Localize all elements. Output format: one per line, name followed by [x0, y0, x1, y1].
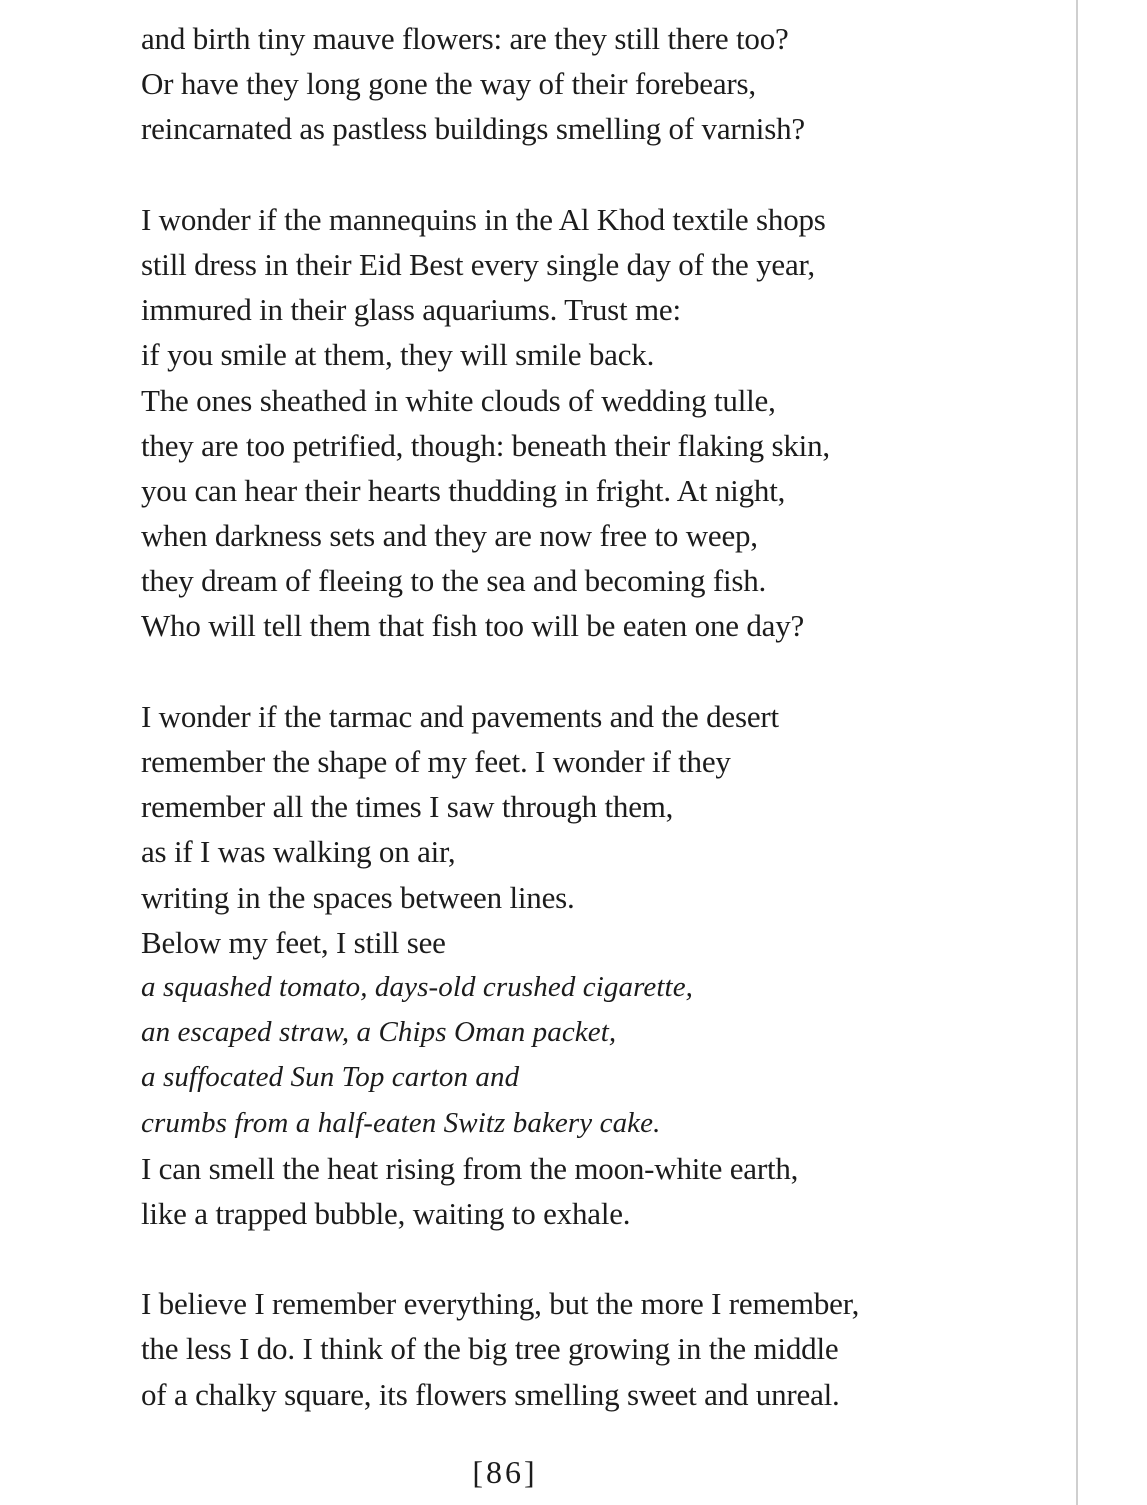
poem-line: reincarnated as pastless buildings smelling of varnish?	[141, 111, 805, 147]
poem-line: I wonder if the tarmac and pavements and the desert	[141, 698, 779, 734]
poem-line: immured in their glass aquariums. Trust me:	[141, 292, 681, 328]
poem-line: like a trapped bubble, waiting to exhale.	[141, 1195, 631, 1231]
poem-line: remember all the times I saw through them,	[141, 789, 674, 825]
page-edge-divider	[1076, 0, 1078, 1505]
poem-line: a squashed tomato, days-old crushed cigarette,	[141, 970, 694, 1003]
poem-line: as if I was walking on air,	[141, 834, 456, 870]
poem-line: crumbs from a half-eaten Switz bakery cake.	[141, 1106, 661, 1139]
poem-line: Or have they long gone the way of their forebears,	[141, 66, 756, 102]
poem-line: they are too petrified, though: beneath their flaking skin,	[141, 427, 830, 463]
poem-stanza	[141, 694, 1041, 1236]
poem-stanza	[141, 16, 1041, 152]
poem-line: The ones sheathed in white clouds of wedding tulle,	[141, 382, 776, 418]
poem-body	[141, 16, 1041, 1462]
poem-line: still dress in their Eid Best every single day of the year,	[141, 246, 815, 282]
page-number: [86]	[472, 1454, 538, 1490]
poem-line: remember the shape of my feet. I wonder if they	[141, 744, 731, 779]
poem-line: I believe I remember everything, but the more I remember,	[141, 1286, 860, 1322]
poem-line: writing in the spaces between lines.	[141, 879, 575, 915]
poem-line: I wonder if the mannequins in the Al Khod textile shops	[141, 201, 826, 237]
poem-line: and birth tiny mauve flowers: are they still there too?	[141, 21, 789, 56]
poem-line: I can smell the heat rising from the moon-white earth,	[141, 1150, 799, 1186]
poem-stanza	[141, 1281, 1041, 1417]
poem-line: if you smile at them, they will smile back.	[141, 337, 655, 373]
poem-line: an escaped straw, a Chips Oman packet,	[141, 1016, 617, 1049]
poem-line: they dream of fleeing to the sea and becoming fish.	[141, 563, 767, 599]
poem-line: when darkness sets and they are now free to weep,	[141, 518, 758, 554]
poem-stanza	[141, 197, 1041, 649]
poem-line: Below my feet, I still see	[141, 924, 446, 960]
poem-line: Who will tell them that fish too will be eaten one day?	[141, 608, 805, 644]
poem-line: of a chalky square, its flowers smelling sweet and unreal.	[141, 1376, 840, 1412]
poem-line: you can hear their hearts thudding in fright. At night,	[141, 472, 786, 508]
poem-line: the less I do. I think of the big tree growing in the middle	[141, 1331, 839, 1367]
poem-line: a suffocated Sun Top carton and	[141, 1061, 520, 1094]
